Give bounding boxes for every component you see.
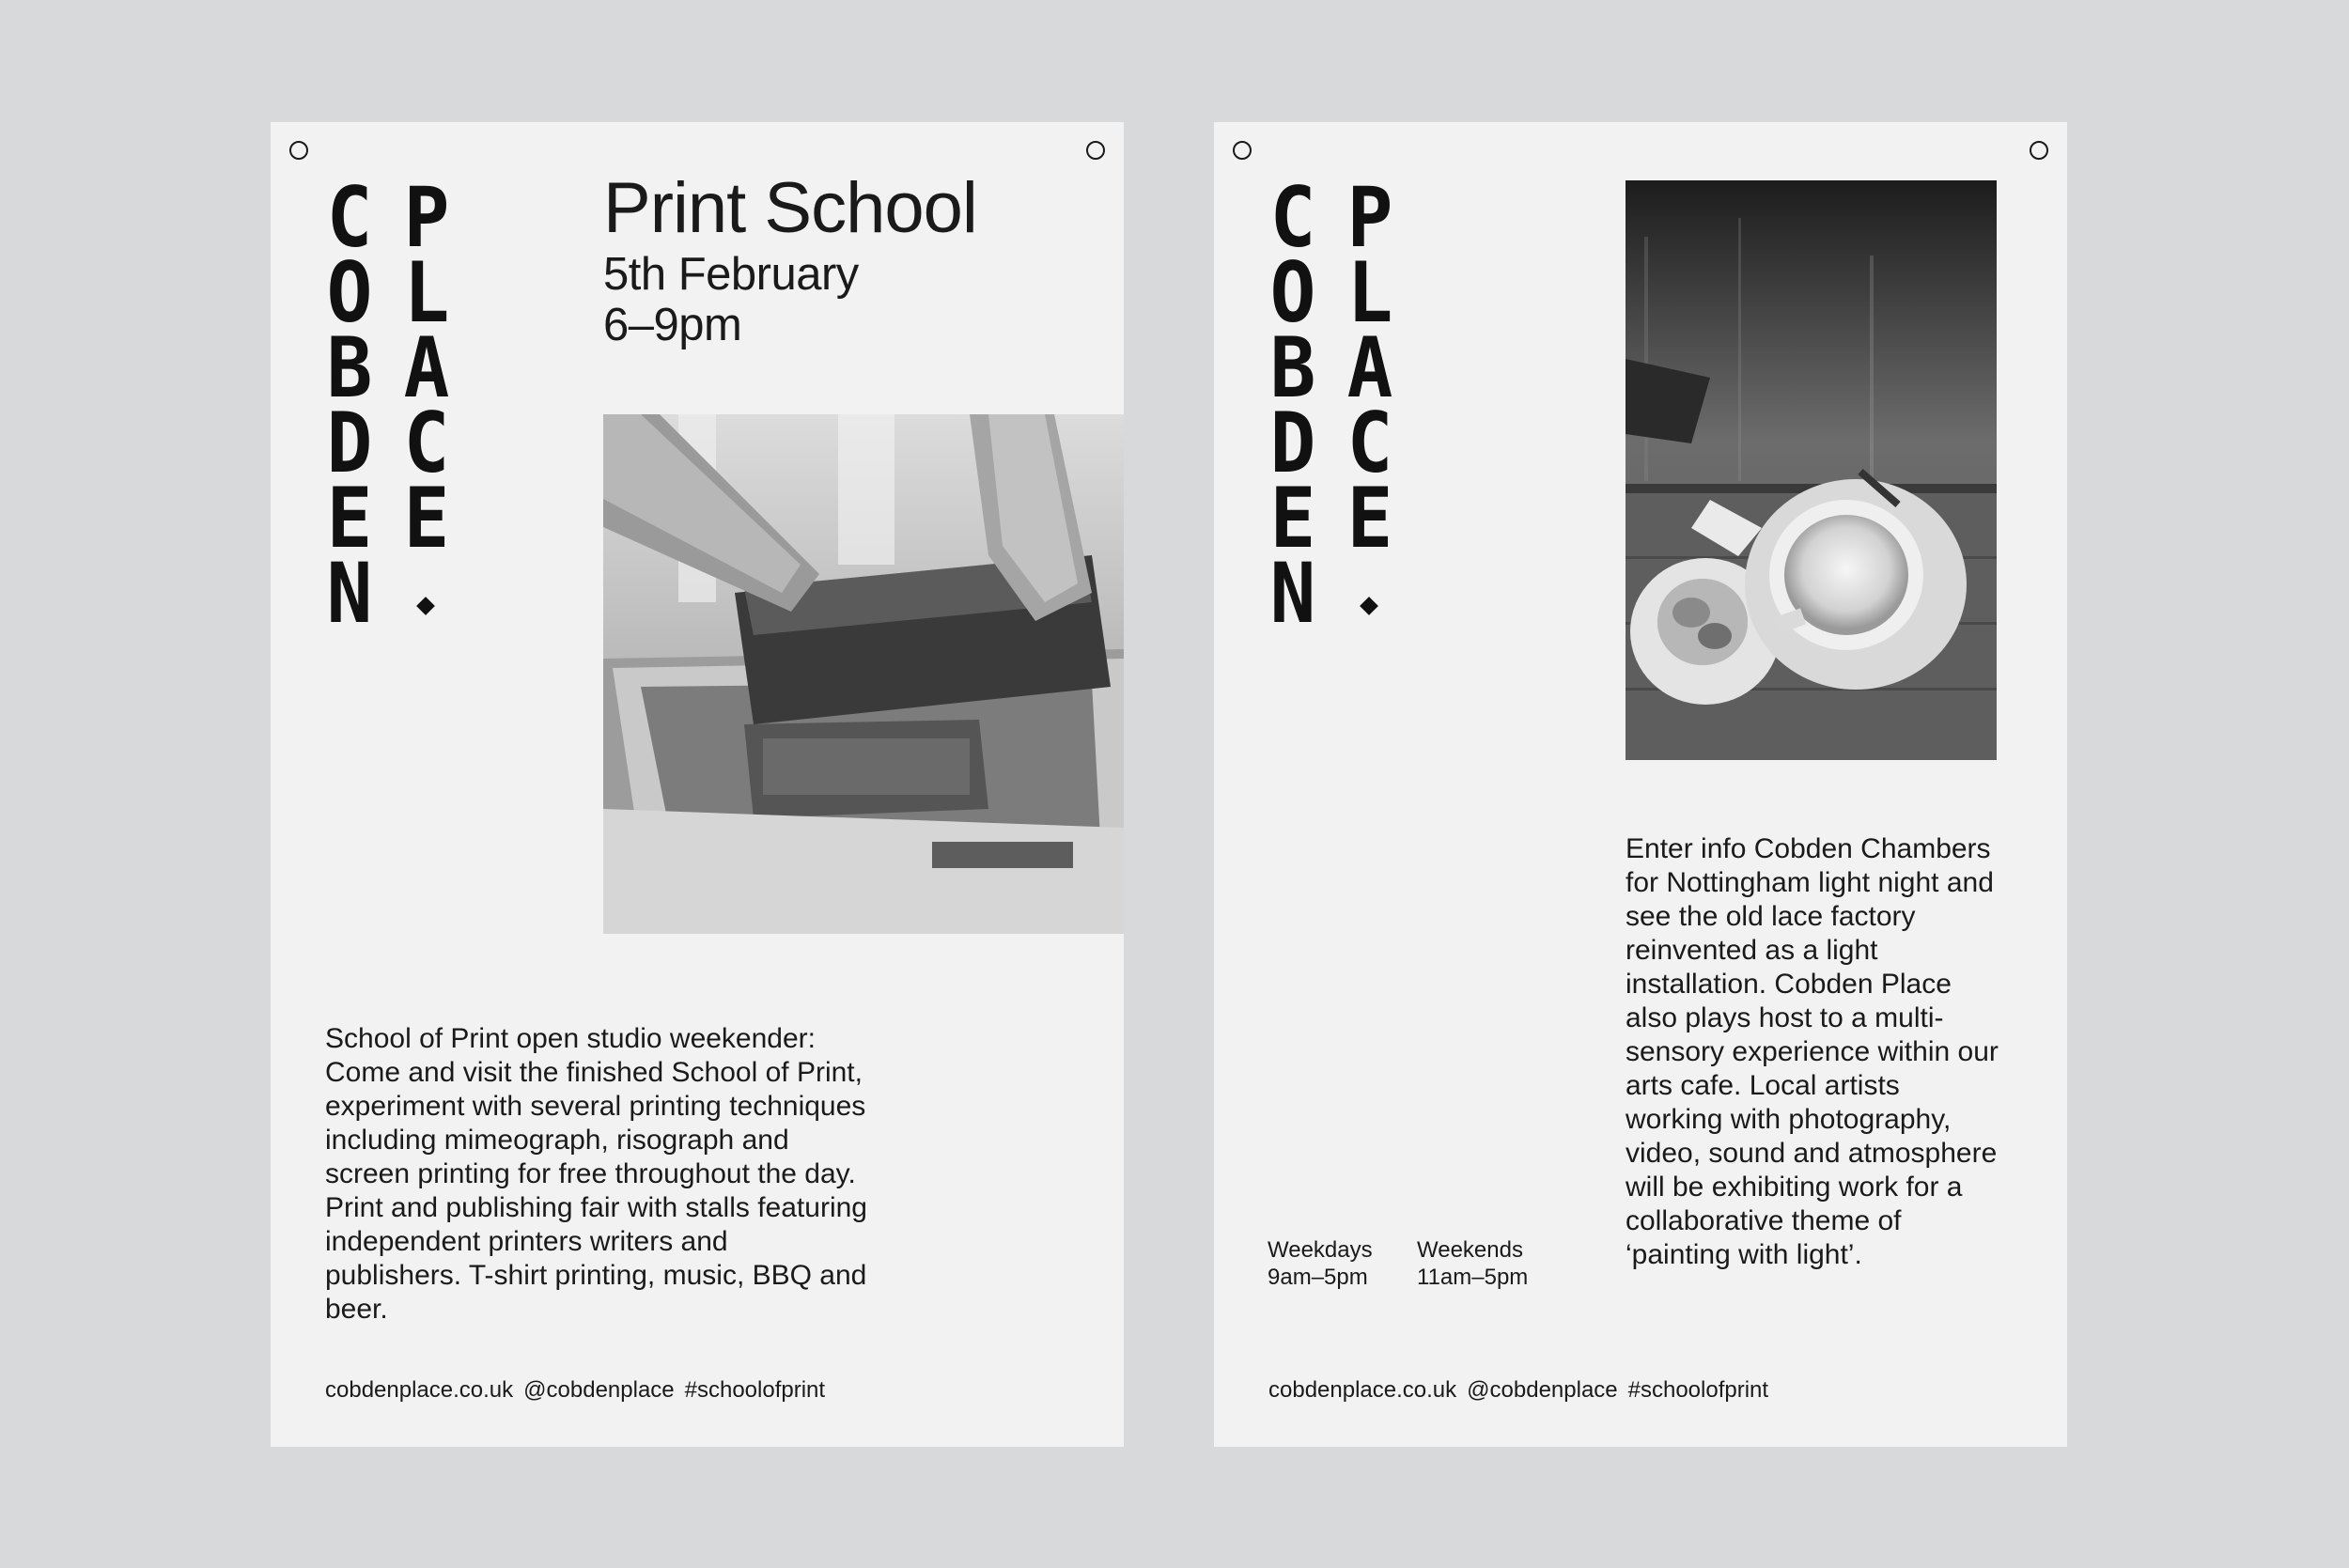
mounting-hole-icon [289, 141, 308, 160]
event-description: School of Print open studio weekender: Come and visit the finished School of Print, experiment with several printing techniques including mimeograph, risograph and screen printing for free throughout the day. Print and publishing fair with stalls featuring independent printers writers and publishers. T-shirt printing, music, BBQ and beer. [325, 1023, 867, 1325]
logo-column-place [400, 169, 453, 631]
logo-letter: O [1269, 244, 1316, 341]
logo-letter: D [1269, 395, 1316, 491]
logo-letter: C [326, 169, 373, 266]
hashtag[interactable]: #schoolofprint [1627, 1377, 1769, 1403]
hashtag[interactable]: #schoolofprint [684, 1377, 826, 1403]
social-handle[interactable]: @cobdenplace [523, 1377, 675, 1403]
logo-column-cobden [1267, 169, 1319, 642]
poster-title: Print School [603, 168, 977, 248]
logo-letter: P [403, 169, 450, 266]
logo-letter: L [403, 244, 450, 341]
logo-diamond-icon [1344, 556, 1396, 631]
event-time: 6–9pm [603, 300, 742, 350]
cafe-coffee-photo [1626, 180, 1997, 760]
screen-printing-photo [603, 414, 1124, 934]
weekday-hours [1268, 1236, 1373, 1291]
logo-letter: N [1269, 545, 1316, 642]
weekend-hours [1417, 1236, 1528, 1291]
cobden-place-logo [323, 169, 453, 642]
logo-letter: B [1269, 319, 1316, 416]
poster-footer [325, 1377, 825, 1404]
logo-column-cobden [323, 169, 376, 642]
event-datetime [603, 249, 859, 350]
logo-letter: B [326, 319, 373, 416]
weekdays-label: Weekdays [1268, 1237, 1373, 1263]
weekends-label: Weekends [1417, 1237, 1523, 1263]
logo-letter: E [1269, 470, 1316, 567]
event-date: 5th February [603, 249, 859, 300]
website-link[interactable]: cobdenplace.co.uk [325, 1377, 514, 1403]
mounting-hole-icon [2030, 141, 2048, 160]
logo-letter: E [403, 470, 450, 567]
logo-letter: E [326, 470, 373, 567]
weekdays-time: 9am–5pm [1268, 1265, 1368, 1290]
logo-letter: P [1346, 169, 1393, 266]
logo-letter: O [326, 244, 373, 341]
logo-letter: L [1346, 244, 1393, 341]
logo-letter: N [326, 545, 373, 642]
event-description: Enter info Cobden Chambers for Nottingham light night and see the old lace factory reinvented as a light installation. Cobden Place also plays host to a multi-sensory experience within our arts cafe. Local artists working with photography, video, sound and atmosphere will be exhibiting work for a collaborative theme of ‘painting with light’. [1626, 833, 1999, 1270]
logo-letter: C [1269, 169, 1316, 266]
poster-print-school [271, 122, 1124, 1447]
logo-letter: D [326, 395, 373, 491]
logo-diamond-icon [400, 556, 453, 631]
weekends-time: 11am–5pm [1417, 1265, 1529, 1290]
logo-letter: A [403, 319, 450, 416]
mounting-hole-icon [1233, 141, 1252, 160]
poster-footer [1268, 1377, 1768, 1404]
logo-column-place [1344, 169, 1396, 631]
cobden-place-logo [1267, 169, 1396, 642]
logo-letter: C [403, 395, 450, 491]
logo-letter: C [1346, 395, 1393, 491]
website-link[interactable]: cobdenplace.co.uk [1268, 1377, 1457, 1403]
poster-light-night [1214, 122, 2067, 1447]
mounting-hole-icon [1086, 141, 1105, 160]
logo-letter: A [1346, 319, 1393, 416]
social-handle[interactable]: @cobdenplace [1467, 1377, 1618, 1403]
logo-letter: E [1346, 470, 1393, 567]
